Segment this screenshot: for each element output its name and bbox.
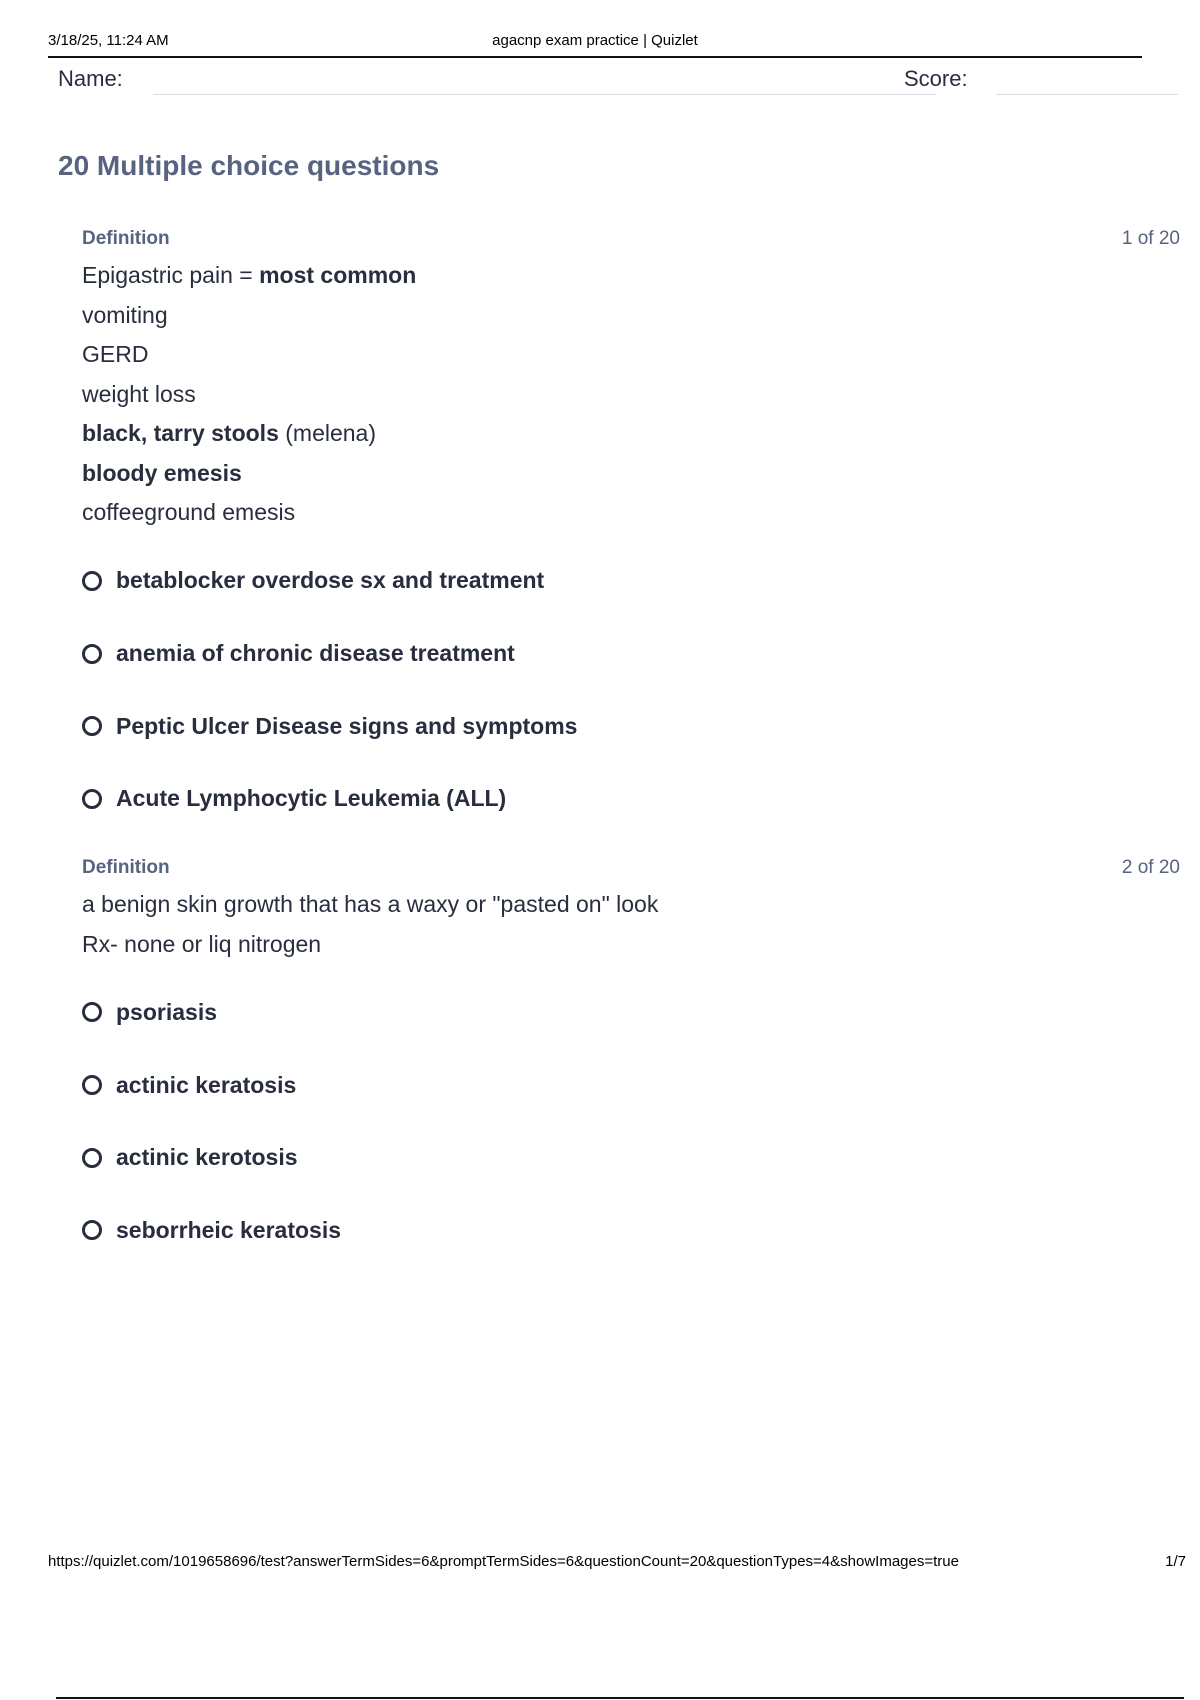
answer-option[interactable] bbox=[82, 690, 1180, 763]
radio-button[interactable] bbox=[82, 789, 102, 809]
definition-segment: a benign skin growth that has a waxy or "pasted on" look bbox=[82, 891, 659, 917]
definition-segment: coffeeground emesis bbox=[82, 499, 296, 525]
question-header bbox=[82, 228, 1180, 256]
definition-line bbox=[82, 925, 1180, 965]
answer-option[interactable] bbox=[82, 617, 1180, 690]
score-field[interactable] bbox=[996, 94, 1178, 95]
answer-option[interactable] bbox=[82, 1194, 1180, 1267]
question-card bbox=[82, 857, 1180, 1267]
definition-line bbox=[82, 885, 1180, 925]
definition-segment: Epigastric pain = bbox=[82, 262, 260, 288]
answer-option-label[interactable]: anemia of chronic disease treatment bbox=[116, 640, 515, 667]
answer-option[interactable] bbox=[82, 763, 1180, 836]
answer-option[interactable] bbox=[82, 1049, 1180, 1122]
name-score-row bbox=[58, 66, 1178, 106]
definition-segment: vomiting bbox=[82, 301, 168, 328]
definition-text bbox=[82, 256, 1180, 533]
question-card bbox=[82, 228, 1180, 835]
definition-segment: weight loss bbox=[82, 380, 196, 407]
print-date: 3/18/25, 11:24 AM bbox=[48, 32, 169, 49]
answer-option-label[interactable]: Peptic Ulcer Disease signs and symptoms bbox=[116, 712, 578, 739]
radio-button[interactable] bbox=[82, 571, 102, 591]
answer-option-label[interactable]: betablocker overdose sx and treatment bbox=[116, 567, 545, 594]
page-url: https://quizlet.com/1019658696/test?answerTermSides=6&promptTermSides=6&questionCount=20&questionTypes=4&showImages=true bbox=[48, 1553, 959, 1570]
answer-option-label[interactable]: actinic keratosis bbox=[116, 1071, 297, 1098]
answer-option-label[interactable]: actinic kerotosis bbox=[116, 1144, 298, 1171]
radio-button[interactable] bbox=[82, 1002, 102, 1022]
definition-line bbox=[82, 414, 1180, 454]
score-label: Score: bbox=[904, 66, 968, 91]
definition-line bbox=[82, 375, 1180, 415]
definition-bold-text: black, tarry stools bbox=[82, 420, 279, 446]
answer-option[interactable] bbox=[82, 976, 1180, 1049]
answer-option-label[interactable]: psoriasis bbox=[116, 998, 217, 1025]
radio-button[interactable] bbox=[82, 1148, 102, 1168]
page-number: 1/7 bbox=[1165, 1553, 1186, 1570]
question-type-label: Definition bbox=[82, 228, 170, 249]
answer-option-label[interactable]: Acute Lymphocytic Leukemia (ALL) bbox=[116, 785, 507, 812]
definition-text bbox=[82, 885, 1180, 964]
question-counter: 2 of 20 bbox=[1121, 857, 1180, 878]
definition-line bbox=[82, 256, 1180, 296]
definition-segment: Rx- none or liq nitrogen bbox=[82, 930, 322, 957]
definition-segment: (melena) bbox=[278, 420, 377, 446]
answer-option-label[interactable]: seborrheic keratosis bbox=[116, 1216, 342, 1243]
section-title: 20 Multiple choice questions bbox=[58, 150, 440, 181]
definition-bold-text: most common bbox=[259, 262, 417, 288]
name-label: Name: bbox=[58, 66, 123, 91]
radio-button[interactable] bbox=[82, 644, 102, 664]
answer-option[interactable] bbox=[82, 545, 1180, 618]
definition-line bbox=[82, 454, 1180, 494]
name-field[interactable] bbox=[153, 94, 936, 95]
header-divider bbox=[48, 56, 1142, 58]
question-counter: 1 of 20 bbox=[1121, 228, 1180, 249]
radio-button[interactable] bbox=[82, 1220, 102, 1240]
definition-segment: GERD bbox=[82, 341, 149, 367]
definition-line bbox=[82, 493, 1180, 533]
question-header bbox=[82, 857, 1180, 885]
question-type-label: Definition bbox=[82, 857, 170, 878]
radio-button[interactable] bbox=[82, 716, 102, 736]
footer-divider bbox=[56, 1697, 1184, 1699]
definition-line bbox=[82, 296, 1180, 336]
print-header bbox=[48, 30, 1142, 58]
answer-options bbox=[82, 976, 1180, 1267]
answer-option[interactable] bbox=[82, 1121, 1180, 1194]
print-footer bbox=[48, 1553, 1186, 1577]
definition-bold-text: bloody emesis bbox=[82, 459, 242, 486]
radio-button[interactable] bbox=[82, 1075, 102, 1095]
print-page-title: agacnp exam practice | Quizlet bbox=[492, 32, 698, 49]
answer-options bbox=[82, 545, 1180, 836]
definition-line bbox=[82, 335, 1180, 375]
